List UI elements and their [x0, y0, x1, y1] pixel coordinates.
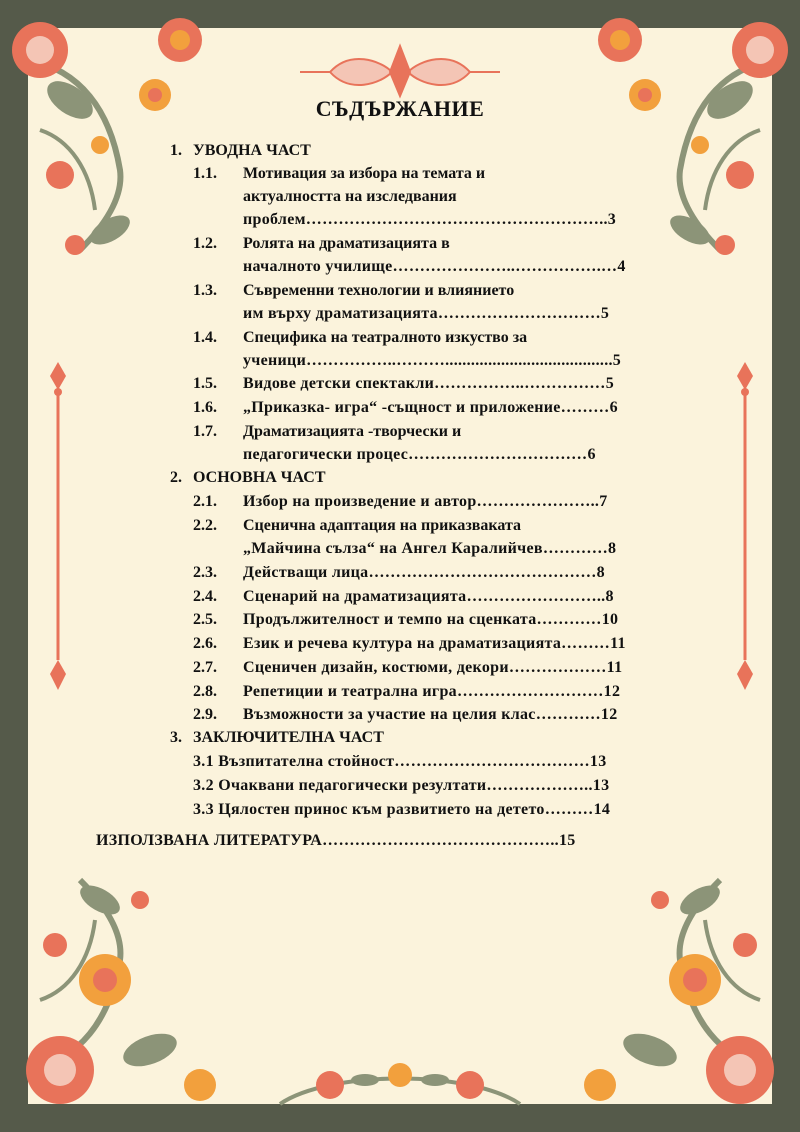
item-number: 1.2. [193, 235, 217, 252]
section-number: 3. [170, 729, 182, 746]
toc-entry-line: Съвременни технологии и влиянието [243, 282, 515, 299]
toc-entry-line: началното училище…………………..…………….…4 [243, 258, 626, 275]
item-number: 1.6. [193, 399, 217, 416]
page-title: СЪДЪРЖАНИЕ [315, 96, 485, 121]
toc-entry-line: Възможности за участие на целия клас…………12 [243, 706, 618, 723]
item-number: 2.5. [193, 611, 217, 628]
toc-entry-line: Драматизацията -творчески и [243, 423, 462, 440]
toc-entry-line: 3.3 Цялостен принос към развитието на детето………14 [193, 801, 611, 818]
toc-entry-line: Ролята на драматизацията в [243, 235, 450, 252]
toc-entry-line: „Майчина сълза“ на Ангел Каралийчев…………8 [243, 540, 617, 557]
toc-entry-line: Избор на произведение и автор…………………..7 [243, 493, 608, 510]
item-number: 2.1. [193, 493, 217, 510]
item-number: 1.1. [193, 165, 217, 182]
toc-entry-line: ученици……………..……….......................................5 [243, 352, 622, 369]
section-heading: ОСНОВНА ЧАСТ [193, 469, 326, 486]
toc-entry-line: Сценичен дизайн, костюми, декори………………11 [243, 659, 623, 676]
toc-entry-line: Сценична адаптация на приказваката [243, 517, 522, 534]
item-number: 2.6. [193, 635, 217, 652]
item-number: 1.7. [193, 423, 217, 440]
item-number: 2.9. [193, 706, 217, 723]
toc-entry-line: актуалността на изследвания [243, 188, 457, 205]
toc-entry-line: Език и речева култура на драматизацията………11 [243, 635, 626, 652]
toc-entry-line: Репетиции и театрална игра………………………12 [243, 683, 621, 700]
section-number: 1. [170, 142, 182, 159]
item-number: 1.5. [193, 375, 217, 392]
item-number: 2.8. [193, 683, 217, 700]
item-number: 2.4. [193, 588, 217, 605]
toc-entry-line: Видове детски спектакли……………..……………5 [243, 375, 615, 392]
toc-entry-line: Продължителност и темпо на сценката…………10 [243, 611, 619, 628]
bibliography-entry: ИЗПОЛЗВАНА ЛИТЕРАТУРА……………………………………..15 [96, 832, 576, 849]
item-number: 2.7. [193, 659, 217, 676]
section-heading: ЗАКЛЮЧИТЕЛНА ЧАСТ [193, 729, 384, 746]
item-number: 2.3. [193, 564, 217, 581]
toc-entry-line: им върху драматизацията…………………………5 [243, 305, 610, 322]
section-heading: УВОДНА ЧАСТ [193, 142, 311, 159]
toc-entry-line: 3.1 Възпитателна стойност………………………………13 [193, 753, 607, 770]
item-number: 2.2. [193, 517, 217, 534]
toc-entry-line: проблем………………………………………………..3 [243, 211, 617, 228]
toc-entry-line: Специфика на театралното изкуство за [243, 329, 528, 346]
toc-entry-line: педагогически процес……………………………6 [243, 446, 596, 463]
toc-entry-line: Действащи лица……………………………………8 [243, 564, 605, 581]
toc-entry-line: Сценарий на драматизацията……………………..8 [243, 588, 614, 605]
toc-entry-line: Мотивация за избора на темата и [243, 165, 486, 182]
toc-entry-line: „Приказка- игра“ -същност и приложение………6 [243, 399, 618, 416]
item-number: 1.4. [193, 329, 217, 346]
item-number: 1.3. [193, 282, 217, 299]
section-number: 2. [170, 469, 182, 486]
toc-entry-line: 3.2 Очаквани педагогически резултати………………..13 [193, 777, 610, 794]
